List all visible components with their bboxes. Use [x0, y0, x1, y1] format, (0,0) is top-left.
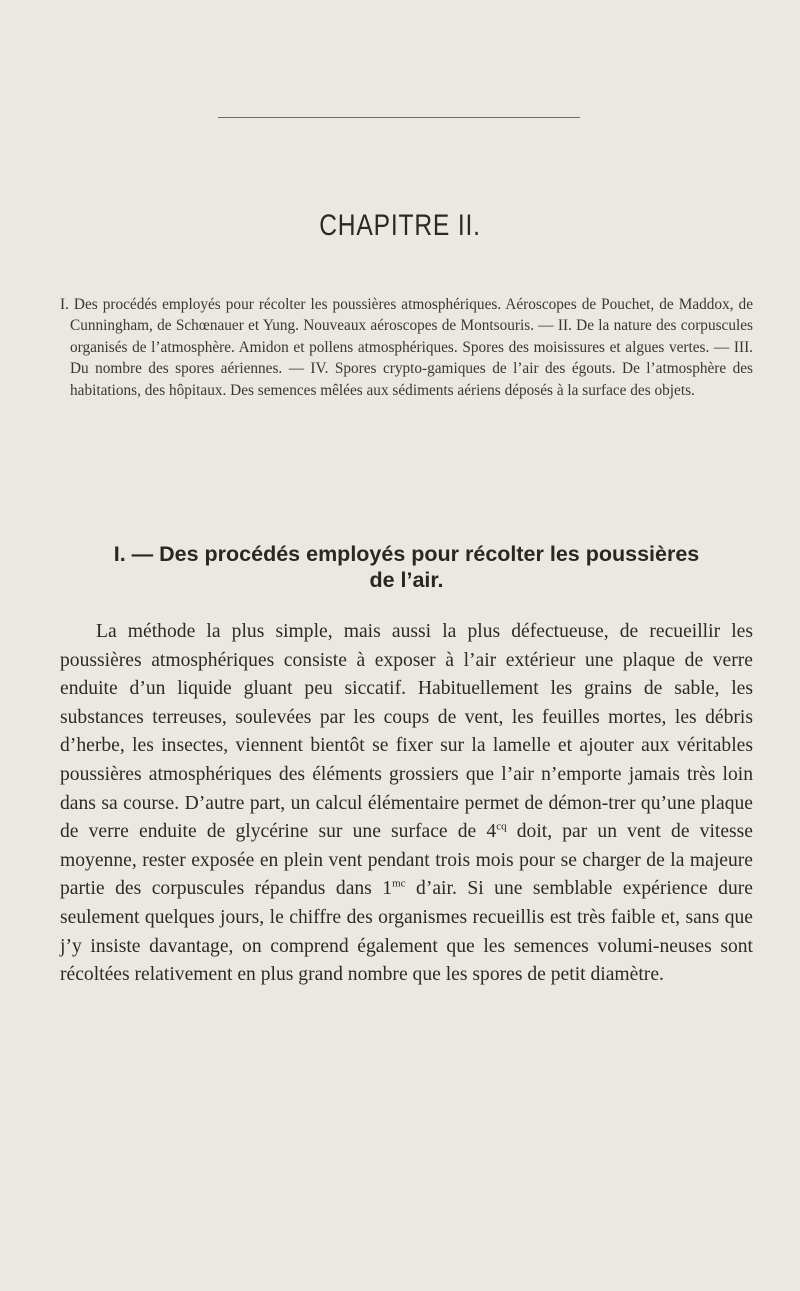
body-text-part-1: La méthode la plus simple, mais aussi la plus défectueuse, de recueillir les poussières atmosphériques consiste à exposer à l’air extérieur une plaque de verre enduite d’un liquide gluant peu siccatif. Habituellement les grains de sable, les substances terreuses, soulevées par les coups de vent, les feuilles mortes, les débris d’herbe, les insectes, viennent bientôt se fixer sur la lamelle et ajouter aux véritables poussières atmosphériques des éléments grossiers que l’air n’emporte jamais très loin dans sa course. D’autre part, un calcul élémentaire permet de démon-trer qu’une plaque de verre enduite de glycérine sur une surface de 4 [60, 621, 753, 843]
unit-superscript-mc: mc [392, 877, 406, 890]
chapter-summary: I. Des procédés employés pour récolter les poussières atmosphériques. Aéroscopes de Pouchet, de Maddox, de Cunningham, de Schœnauer et Yung. Nouveaux aéroscopes de Montsouris. — II. De la nature des corpuscules organisés de l’atmosphère. Amidon et pollens atmosphériques. Spores des moisissures et algues vertes. — III. Du nombre des spores aériennes. — IV. Spores crypto-gamiques de l’air des égouts. De l’atmosphère des habitations, des hôpitaux. Des semences mêlées aux sédiments aériens déposés à la surface des objets. [60, 296, 753, 399]
section-heading-line-1: I. — Des procédés employés pour récolter les poussières [113, 542, 700, 566]
section-heading [60, 541, 753, 593]
top-rule [218, 117, 580, 118]
chapter-title: CHAPITRE II. [319, 209, 481, 242]
body-text-part-2: doit, par un vent de vitesse moyenne, rester exposée en plein vent pendant trois mois pour se charger de la majeure partie des corpuscules répandus dans 1 [60, 821, 753, 900]
body-text-part-3: d’air. Si une semblable expérience dure seulement quelques jours, le chiffre des organismes recueillis est très faible et, sans que j’y insiste davantage, on comprend également que les semences volumi-neuses sont récoltées relativement en plus grand nombre que les spores de petit diamètre. [60, 878, 753, 986]
unit-superscript-cq: cq [496, 820, 507, 833]
section-heading-line-2: de l’air. [369, 568, 444, 592]
body-paragraph [60, 618, 753, 990]
